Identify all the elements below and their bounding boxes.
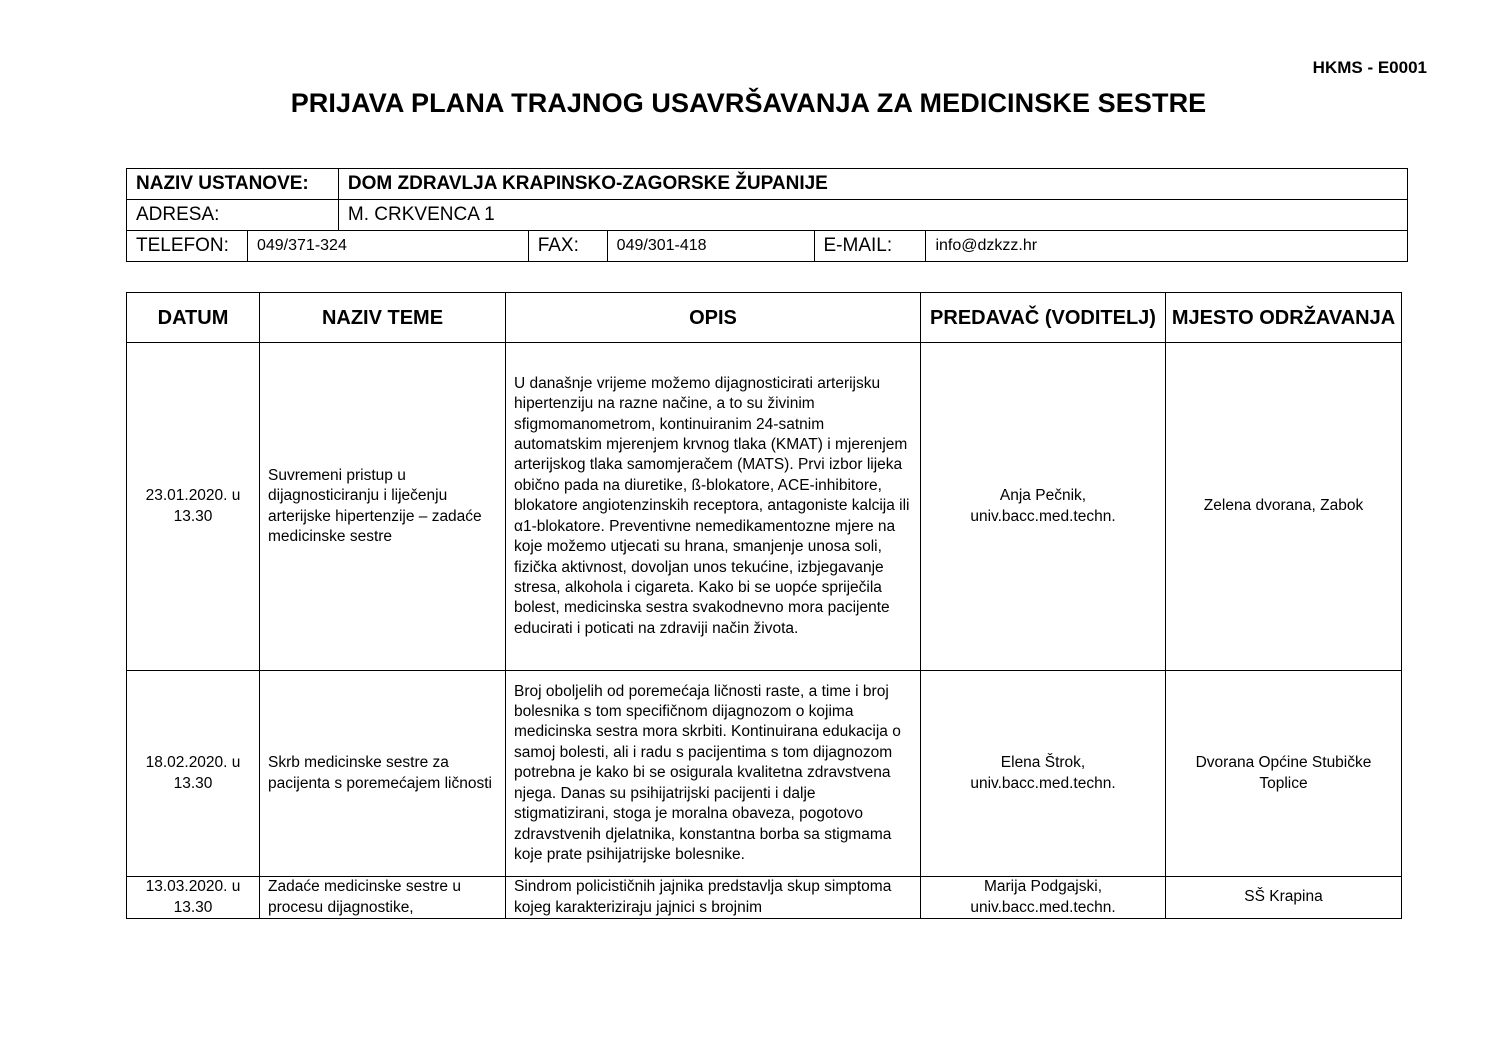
schedule-table bbox=[126, 292, 1402, 919]
table-row bbox=[127, 671, 1402, 877]
schedule-header-row bbox=[127, 293, 1402, 343]
header-predavac: PREDAVAČ (VODITELJ) bbox=[921, 293, 1166, 343]
fax-label: FAX: bbox=[528, 231, 607, 262]
table-row bbox=[127, 877, 1402, 919]
institution-name-label: NAZIV USTANOVE: bbox=[127, 169, 339, 200]
cell-tema: Suvremeni pristup u dijagnosticiranju i liječenju arterijske hipertenzije – zadaće medicinske sestre bbox=[260, 343, 506, 671]
cell-opis: U današnje vrijeme možemo dijagnosticirati arterijsku hipertenziju na razne načine, a to su živinim sfigmomanometrom, kontinuiranim 24-satnim automatskim mjerenjem krvnog tlaka (KMAT) i mjerenjem arterijskog tlaka samomjeračem (MATS). Prvi izbor lijeka obično pada na diuretike, ß-blokatore, ACE-inhibitore, blokatore angiotenzinskih receptora, antagoniste kalcija ili α1-blokatore. Preventivne nemedikamentozne mjere na koje možemo utjecati su hrana, smanjenje unosa soli, fizička aktivnost, dovoljan unos tekućine, izbjegavanje stresa, alkohola i cigareta. Kako bi se uopće spriječila bolest, medicinska sestra svakodnevno mora pacijente educirati i poticati na zdraviji način života. bbox=[506, 343, 921, 671]
email-label: E-MAIL: bbox=[814, 231, 926, 262]
fax-value: 049/301-418 bbox=[607, 231, 814, 262]
cell-mjesto: Zelena dvorana, Zabok bbox=[1166, 343, 1402, 671]
cell-tema: Zadaće medicinske sestre u procesu dijagnostike, bbox=[260, 877, 506, 919]
phone-value: 049/371-324 bbox=[247, 231, 528, 262]
institution-info-table bbox=[126, 168, 1408, 262]
cell-mjesto: Dvorana Općine Stubičke Toplice bbox=[1166, 671, 1402, 877]
address-label: ADRESA: bbox=[127, 200, 339, 231]
address-value: M. CRKVENCA 1 bbox=[338, 200, 1407, 231]
cell-opis: Broj oboljelih od poremećaja ličnosti raste, a time i broj bolesnika s tom specifičnom dijagnozom o kojima medicinska sestra mora skrbiti. Kontinuirana edukacija o samoj bolesti, ali i radu s pacijentima s tom dijagnozom potrebna je kako bi se osigurala kvalitetna zdravstvena njega. Danas su psihijatrijski pacijenti i dalje stigmatizirani, stoga je moralna obaveza, pogotovo zdravstvenih djelatnika, konstantna borba sa stigmama koje prate psihijatrijske bolesnike. bbox=[506, 671, 921, 877]
institution-name-value: DOM ZDRAVLJA KRAPINSKO-ZAGORSKE ŽUPANIJE bbox=[338, 169, 1407, 200]
cell-predavac: Marija Podgajski, univ.bacc.med.techn. bbox=[921, 877, 1166, 919]
phone-label: TELEFON: bbox=[127, 231, 248, 262]
header-mjesto: MJESTO ODRŽAVANJA bbox=[1166, 293, 1402, 343]
header-naziv-teme: NAZIV TEME bbox=[260, 293, 506, 343]
document-title: PRIJAVA PLANA TRAJNOG USAVRŠAVANJA ZA MEDICINSKE SESTRE bbox=[290, 88, 1207, 118]
cell-opis: Sindrom policističnih jajnika predstavlja skup simptoma kojeg karakteriziraju jajnici s brojnim bbox=[506, 877, 921, 919]
institution-name-row bbox=[127, 169, 1408, 200]
table-row bbox=[127, 343, 1402, 671]
cell-predavac: Anja Pečnik, univ.bacc.med.techn. bbox=[921, 343, 1166, 671]
header-opis: OPIS bbox=[506, 293, 921, 343]
document-code: HKMS - E0001 bbox=[1312, 58, 1427, 77]
cell-datum: 18.02.2020. u 13.30 bbox=[127, 671, 260, 877]
cell-predavac: Elena Štrok, univ.bacc.med.techn. bbox=[921, 671, 1166, 877]
contact-row bbox=[127, 231, 1408, 262]
cell-tema: Skrb medicinske sestre za pacijenta s poremećajem ličnosti bbox=[260, 671, 506, 877]
address-row bbox=[127, 200, 1408, 231]
cell-datum: 23.01.2020. u 13.30 bbox=[127, 343, 260, 671]
cell-mjesto: SŠ Krapina bbox=[1166, 877, 1402, 919]
cell-datum: 13.03.2020. u 13.30 bbox=[127, 877, 260, 919]
email-value: info@dzkzz.hr bbox=[926, 231, 1408, 262]
header-datum: DATUM bbox=[127, 293, 260, 343]
